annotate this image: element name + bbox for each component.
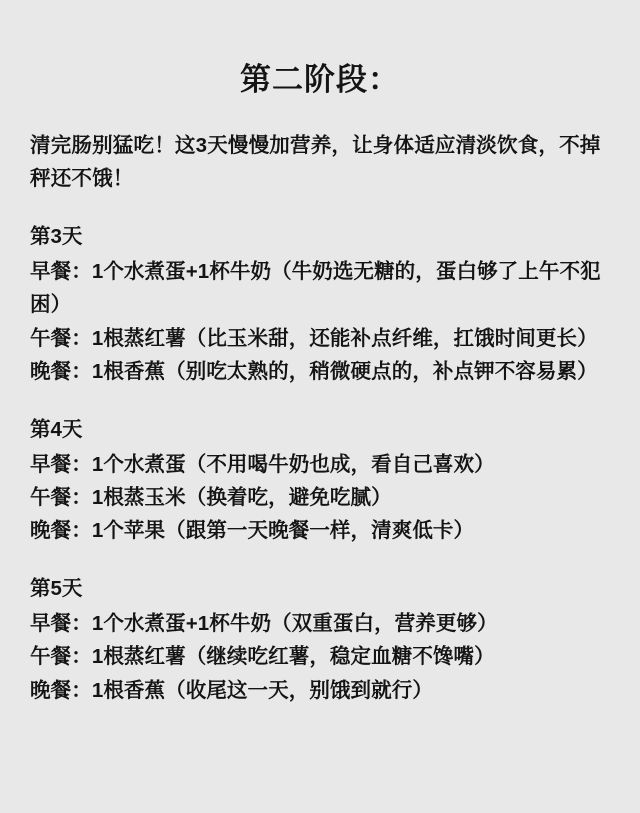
meal-label: 晚餐： bbox=[30, 519, 92, 543]
day-block-5 bbox=[30, 573, 610, 706]
meal-text: 1个水煮蛋+1杯牛奶（牛奶选无糖的，蛋白够了上午不犯困） bbox=[30, 260, 601, 317]
meal-label: 早餐： bbox=[30, 612, 92, 636]
intro-paragraph: 清完肠别猛吃！这3天慢慢加营养，让身体适应清淡饮食，不掉秤还不饿！ bbox=[30, 134, 601, 191]
meal-text: 1个水煮蛋（不用喝牛奶也成，看自己喜欢） bbox=[91, 452, 495, 476]
day-heading: 第5天 bbox=[30, 577, 83, 601]
meal-line bbox=[30, 448, 610, 481]
meal-line bbox=[30, 255, 610, 321]
meal-label: 午餐： bbox=[30, 486, 92, 510]
meal-line bbox=[30, 355, 610, 388]
meal-line bbox=[30, 607, 610, 640]
meal-text: 1根蒸红薯（继续吃红薯，稳定血糖不馋嘴） bbox=[91, 645, 495, 669]
meal-text: 1根香蕉（收尾这一天，别饿到就行） bbox=[91, 678, 433, 702]
meal-label: 晚餐： bbox=[30, 678, 92, 702]
meal-line bbox=[30, 481, 610, 514]
meal-line bbox=[30, 674, 610, 707]
meal-label: 午餐： bbox=[30, 645, 92, 669]
meal-line bbox=[30, 322, 610, 355]
meal-line bbox=[30, 514, 610, 547]
meal-label: 午餐： bbox=[30, 326, 92, 350]
day-block-4 bbox=[30, 414, 610, 547]
day-block-3 bbox=[30, 221, 610, 388]
page-title: 第二阶段： bbox=[240, 62, 400, 97]
meal-line bbox=[30, 640, 610, 673]
meal-label: 早餐： bbox=[30, 452, 92, 476]
day-heading: 第4天 bbox=[30, 418, 83, 442]
meal-text: 1根香蕉（别吃太熟的，稍微硬点的，补点钾不容易累） bbox=[91, 359, 598, 383]
meal-text: 1根蒸红薯（比玉米甜，还能补点纤维，扛饿时间更长） bbox=[91, 326, 598, 350]
meal-label: 晚餐： bbox=[30, 359, 92, 383]
meal-text: 1个水煮蛋+1杯牛奶（双重蛋白，营养更够） bbox=[91, 612, 498, 636]
meal-label: 早餐： bbox=[30, 260, 92, 284]
meal-text: 1根蒸玉米（换着吃，避免吃腻） bbox=[91, 486, 392, 510]
day-heading: 第3天 bbox=[30, 225, 83, 249]
meal-text: 1个苹果（跟第一天晚餐一样，清爽低卡） bbox=[91, 519, 475, 543]
